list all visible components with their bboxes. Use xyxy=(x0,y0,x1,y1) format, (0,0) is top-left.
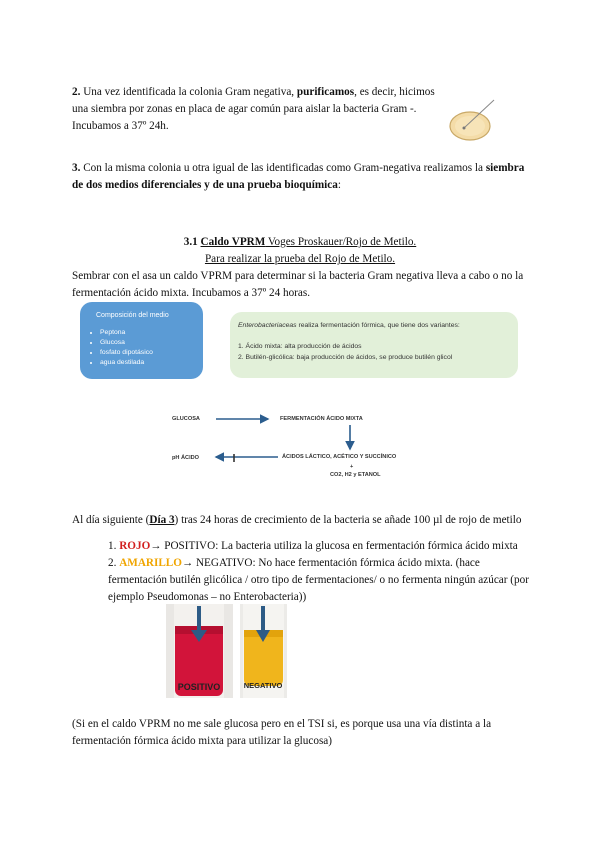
step2-line3: Incubamos a 37º 24h. xyxy=(72,120,169,132)
composition-item: • Glucosa xyxy=(100,338,153,348)
step3-line2: de dos medios diferenciales y de una prueba bioquímica: xyxy=(72,179,341,191)
step2-line1: 2. Una vez identificada la colonia Gram negativa, purificamos, es decir, hicimos xyxy=(72,86,435,98)
negative-tube-photo xyxy=(240,604,287,698)
diagram-ph: pH ÁCIDO xyxy=(172,455,200,461)
diagram-arrows xyxy=(164,405,494,485)
result-item-2: 2. AMARILLO→ NEGATIVO: No hace fermentación fórmica ácido mixta. (hace xyxy=(108,557,480,569)
section-title: 3.1 Caldo VPRM Voges Proskauer/Rojo de Metilo. xyxy=(183,236,417,248)
dia-3: Día 3 xyxy=(149,514,175,526)
composition-item: • Peptona xyxy=(100,328,153,338)
diagram-glucosa: GLUCOSA xyxy=(172,416,200,422)
diagram-fermentacion: FERMENTACIÓN ÁCIDO MIXTA xyxy=(280,416,363,422)
composition-item: • fosfato dipotásico xyxy=(100,348,153,358)
composition-item: • agua destilada xyxy=(100,358,153,368)
positive-label: POSITIVO xyxy=(177,682,221,692)
variants-intro: Enterobacteriaceas realiza fermentación fórmica, que tiene dos variantes: xyxy=(238,322,460,329)
diagram-acidos: ÁCIDOS LÁCTICO, ACÉTICO Y SUCCÍNICO xyxy=(282,454,397,460)
step3-paragraph xyxy=(72,160,532,194)
negative-label: NEGATIVO xyxy=(243,681,283,690)
step2-number: 2. xyxy=(72,86,81,98)
variants-box xyxy=(230,312,518,378)
step2-line2: una siembra por zonas en placa de agar común para aislar la bacteria Gram -. xyxy=(72,103,417,115)
section-heading xyxy=(72,234,528,268)
composition-title: Composición del medio xyxy=(96,312,169,319)
step3-line1: 3. Con la misma colonia u otra igual de las identificadas como Gram-negativa realizamos la siembra xyxy=(72,162,525,174)
results-list: 1. ROJO→ POSITIVO: La bacteria utiliza la glucosa en fermentación fórmica ácido mixta 2. AMARILLO→ NEGATIVO: No hace fermentación fórmica ácido mixta. (hace fermentación butilén glicólica / otro tipo de fermentaciones/ o no fermenta ningún azúcar (por ejemplo Pseudomonas – no Enterobacteria)) xyxy=(108,538,538,606)
diagram-gases: CO2, H2 y ETANOL xyxy=(330,472,381,478)
note-paragraph: (Si en el caldo VPRM no me sale glucosa pero en el TSI si, es porque usa una vía distinta a la fermentación fórmica ácido mixta para utilizar la glucosa) xyxy=(72,718,492,747)
section-subtitle: Para realizar la prueba del Rojo de Metilo. xyxy=(204,253,396,265)
variant-item-2: 2. Butilén-glicólica: baja producción de ácidos, se produce butilén glicol xyxy=(238,354,453,361)
positive-tube-photo xyxy=(166,604,233,698)
fermentation-diagram xyxy=(164,405,494,485)
composition-box xyxy=(80,302,203,379)
diagram-plus: + xyxy=(350,464,354,470)
petri-dish-image xyxy=(448,98,498,142)
intro-paragraph: Sembrar con el asa un caldo VPRM para determinar si la bacteria Gram negativa lleva a cabo o no la fermentación ácido mixta. Incubamos a 37º 24 horas. xyxy=(72,270,524,299)
variant-item-1: 1. Ácido mixta: alta producción de ácidos xyxy=(238,343,362,350)
step2-bold: purificamos xyxy=(296,86,355,98)
result-red-label: ROJO xyxy=(119,540,151,552)
composition-list xyxy=(86,328,153,368)
step2-paragraph xyxy=(72,84,452,135)
result-yellow-label: AMARILLO xyxy=(119,557,182,569)
next-day-paragraph: Al día siguiente (Día 3) tras 24 horas de crecimiento de la bacteria se añade 100 µl de rojo de metilo xyxy=(72,514,522,526)
result-item-1: 1. ROJO→ POSITIVO: La bacteria utiliza la glucosa en fermentación fórmica ácido mixta xyxy=(108,540,518,552)
